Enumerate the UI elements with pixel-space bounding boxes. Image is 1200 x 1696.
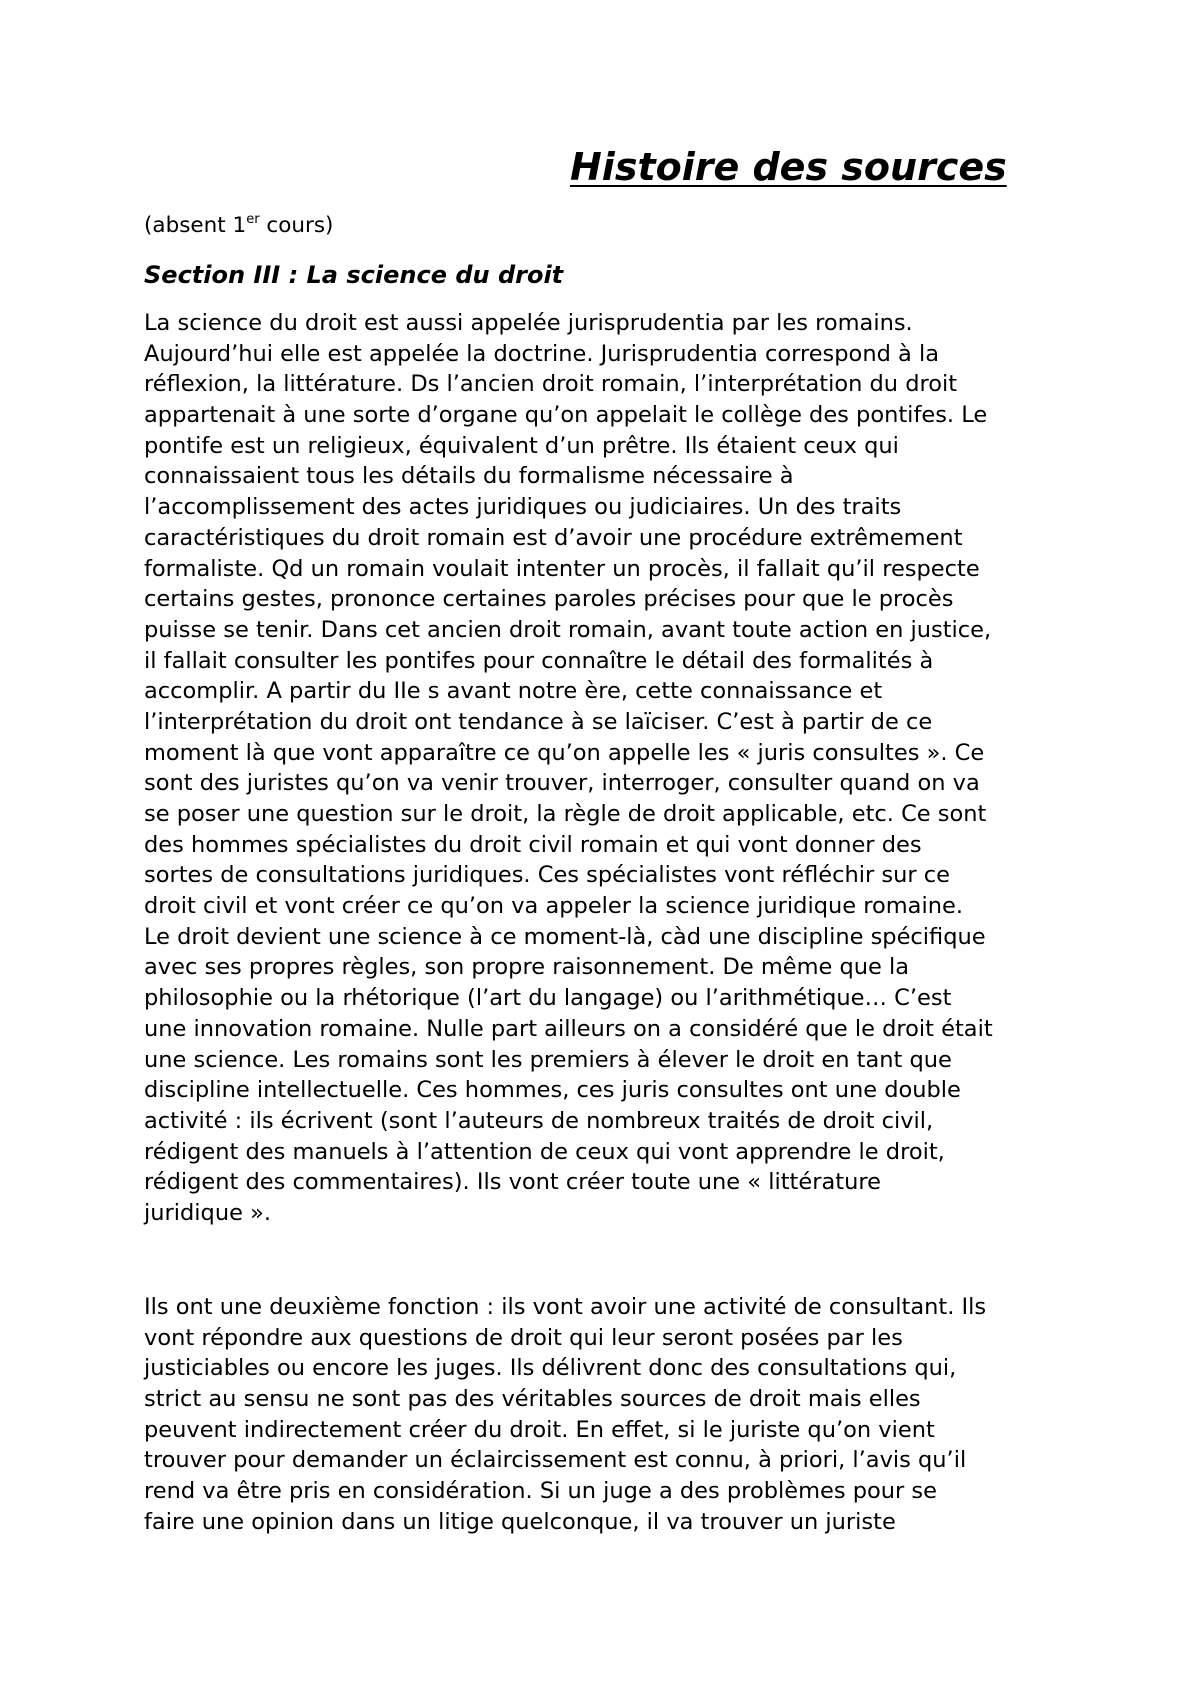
paragraph-line: puisse se tenir. Dans cet ancien droit romain, avant toute action en justice, [144, 616, 992, 643]
paragraph-line: discipline intellectuelle. Ces hommes, ces juris consultes ont une double [144, 1077, 961, 1104]
paragraph-line: faire une opinion dans un litige quelconque, il va trouver un juriste [144, 1508, 896, 1535]
paragraph-line: une science. Les romains sont les premiers à élever le droit en tant que [144, 1046, 952, 1073]
paragraph-1 [144, 308, 1074, 1229]
paragraph-line: Le droit devient une science à ce moment-là, càd une discipline spécifique [144, 923, 986, 950]
paragraph-line: l’accomplissement des actes juridiques ou judiciaires. Un des traits [144, 494, 902, 521]
paragraph-line: philosophie ou la rhétorique (l’art du langage) ou l’arithmétique… C’est [144, 985, 952, 1012]
paragraph-line: pontife est un religieux, équivalent d’un prêtre. Ils étaient ceux qui [144, 432, 899, 459]
document-title: Histoire des sources [570, 145, 1007, 189]
paragraph-line: réflexion, la littérature. Ds l’ancien droit romain, l’interprétation du droit [144, 371, 958, 398]
paragraph-line: sortes de consultations juridiques. Ces spécialistes vont réfléchir sur ce [144, 862, 950, 889]
absence-note [144, 211, 333, 241]
paragraph-line: il fallait consulter les pontifes pour connaître le détail des formalités à [144, 647, 934, 674]
paragraph-line: moment là que vont apparaître ce qu’on appelle les « juris consultes ». Ce [144, 739, 985, 766]
paragraph-line: rédigent des commentaires). Ils vont créer toute une « littérature [144, 1169, 881, 1196]
paragraph-line: vont répondre aux questions de droit qui leur seront posées par les [144, 1324, 903, 1351]
paragraph-line: connaissaient tous les détails du formalisme nécessaire à [144, 463, 794, 490]
paragraph-line: accomplir. A partir du IIe s avant notre ère, cette connaissance et [144, 678, 883, 705]
paragraph-line: Aujourd’hui elle est appelée la doctrine. Jurisprudentia correspond à la [144, 340, 939, 367]
paragraph-line: rend va être pris en considération. Si un juge a des problèmes pour se [144, 1478, 937, 1505]
paragraph-line: Ils ont une deuxième fonction : ils vont avoir une activité de consultant. Ils [144, 1294, 987, 1320]
paragraph-line: certains gestes, prononce certaines paroles précises pour que le procès [144, 586, 954, 613]
section-heading: Section III : La science du droit [144, 261, 564, 289]
paragraph-2 [144, 1292, 1074, 1538]
paragraph-line: avec ses propres règles, son propre raisonnement. De même que la [144, 954, 910, 981]
paragraph-line: activité : ils écrivent (sont l’auteurs de nombreux traités de droit civil, [144, 1107, 934, 1134]
paragraph-line: droit civil et vont créer ce qu’on va appeler la science juridique romaine. [144, 893, 963, 920]
paragraph-line: appartenait à une sorte d’organe qu’on appelait le collège des pontifes. Le [144, 402, 988, 429]
paragraph-line: justiciables ou encore les juges. Ils délivrent donc des consultations qui, [144, 1355, 957, 1382]
paragraph-line: rédigent des manuels à l’attention de ceux qui vont apprendre le droit, [144, 1138, 945, 1165]
paragraph-line: se poser une question sur le droit, la règle de droit applicable, etc. Ce sont [144, 801, 987, 827]
paragraph-line: une innovation romaine. Nulle part ailleurs on a considéré que le droit était [144, 1015, 993, 1042]
paragraph-line: La science du droit est aussi appelée jurisprudentia par les romains. [144, 310, 913, 336]
paragraph-line: des hommes spécialistes du droit civil romain et qui vont donner des [144, 831, 922, 858]
paragraph-line: juridique ». [144, 1199, 272, 1226]
paragraph-line: sont des juristes qu’on va venir trouver, interroger, consulter quand on va [144, 770, 980, 797]
paragraph-line: l’interprétation du droit ont tendance à se laïciser. C’est à partir de ce [144, 708, 933, 735]
paragraph-line: formaliste. Qd un romain voulait intenter un procès, il fallait qu’il respecte [144, 555, 980, 582]
paragraph-line: caractéristiques du droit romain est d’avoir une procédure extrêmement [144, 524, 963, 551]
paragraph-line: strict au sensu ne sont pas des véritables sources de droit mais elles [144, 1386, 921, 1413]
absence-note-superscript: er [246, 212, 260, 227]
absence-note-suffix: cours) [259, 213, 334, 238]
paragraph-line: trouver pour demander un éclaircissement est connu, à priori, l’avis qu’il [144, 1447, 967, 1474]
absence-note-prefix: (absent 1 [144, 213, 247, 238]
paragraph-line: peuvent indirectement créer du droit. En effet, si le juriste qu’on vient [144, 1416, 935, 1443]
